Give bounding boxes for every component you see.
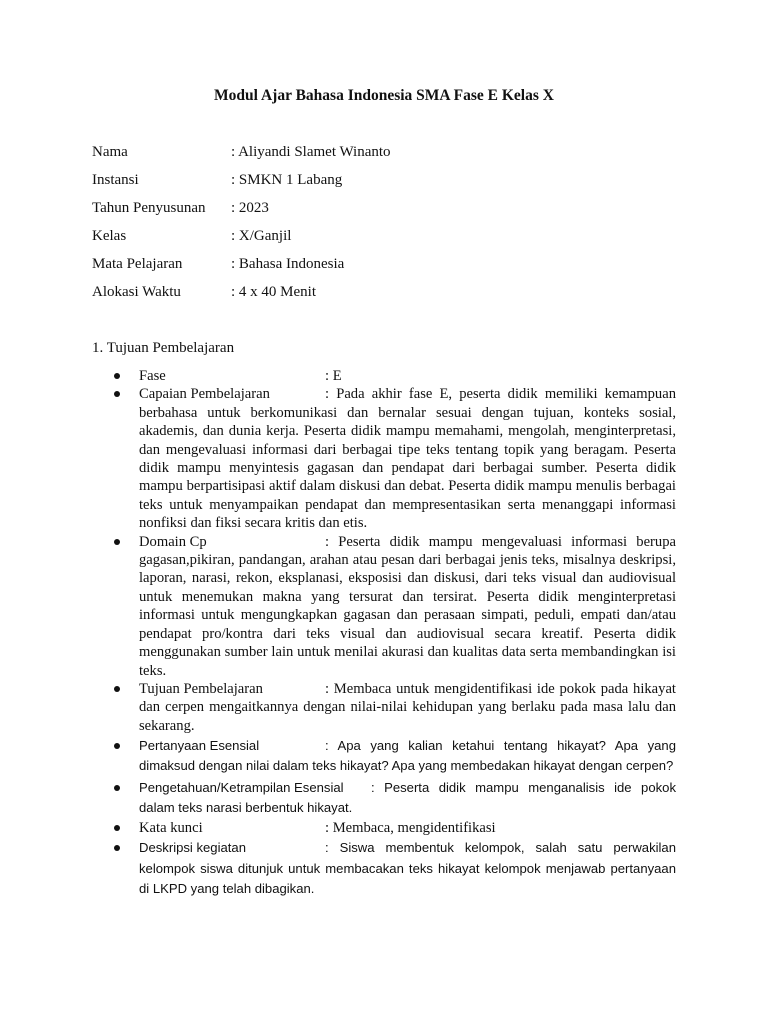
list-item-tujuan [114, 680, 676, 735]
item-label: Capaian Pembelajaran [139, 386, 270, 403]
item-value: : E [325, 368, 342, 384]
item-value: : Membaca untuk mengidentifikasi ide pokok pada hikayat dan cerpen mengaitkannya dengan nilai-nilai kehidupan yang berlaku pada masa lalu dan sekarang. [139, 680, 676, 734]
item-label: Domain Cp [139, 533, 207, 550]
identity-label: Mata Pelajaran [92, 256, 183, 272]
identity-label: Kelas [92, 228, 127, 244]
bullet-list [114, 367, 676, 900]
bullet-icon [114, 373, 120, 379]
list-item-kata-kunci [114, 819, 676, 837]
bullet-icon [114, 743, 120, 749]
bullet-icon [114, 686, 120, 692]
item-value: : Peserta didik mampu menganalisis ide pokok dalam teks narasi berbentuk hikayat. [139, 779, 676, 815]
identity-value: : SMKN 1 Labang [231, 172, 343, 188]
section-heading: 1. Tujuan Pembelajaran [92, 340, 235, 356]
item-value: : Apa yang kalian ketahui tentang hikayat? Apa yang dimaksud dengan nilai dalam teks hikayat? Apa yang membedakan hikayat dengan cerpen? [139, 738, 676, 774]
item-value: : Membaca, mengidentifikasi [325, 819, 496, 836]
item-label: Tujuan Pembelajaran [139, 680, 263, 697]
list-item-pertanyaan [114, 736, 676, 776]
identity-value: : Aliyandi Slamet Winanto [231, 144, 391, 160]
identity-label: Nama [92, 144, 128, 160]
identity-value: : 2023 [231, 200, 269, 216]
bullet-icon [114, 785, 120, 791]
item-value: : Siswa membentuk kelompok, salah satu perwakilan kelompok siswa ditunjuk untuk membacakan teks hikayat kelompok menjawab pertanyaan di LKPD yang telah dibagikan. [139, 840, 676, 896]
identity-value: : 4 x 40 Menit [231, 284, 316, 300]
bullet-icon [114, 539, 120, 545]
identity-row-alokasi [92, 281, 682, 309]
list-item-domain [114, 533, 676, 680]
identity-label: Tahun Penyusunan [92, 200, 206, 216]
item-value: : Pada akhir fase E, peserta didik memiliki kemampuan berbahasa untuk berkomunikasi dan bernalar sesuai dengan tujuan, konteks sosial, akademis, dan dunia kerja. Peserta didik mampu memahami, mengolah, menginterpretasi, dan mengevaluasi informasi dari berbagai tipe teks tentang topik yang beragam. Peserta didik mampu menyintesis gagasan dan pendapat dari berbagai sumber. Peserta didik mampu berpartisipasi aktif dalam diskusi dan debat. Peserta didik mampu menulis berbagai teks untuk menyampaikan pendapat dan mempresentasikan serta menanggapi informasi nonfiksi dan fiksi secara kritis dan etis. [139, 386, 676, 532]
list-item-capaian [114, 385, 676, 532]
item-value: : Peserta didik mampu mengevaluasi informasi berupa gagasan,pikiran, pandangan, arahan atau pesan dari berbagai jenis teks, misalnya deskripsi, laporan, narasi, rekon, eksplanasi, eksposisi dan diskusi, dari teks visual dan audiovisual untuk menemukan makna yang tersurat dan tersirat. Peserta didik menginterpretasi informasi untuk mengungkapkan gagasan dan perasaan simpati, peduli, empati dan/atau pendapat pro/kontra dari teks visual dan audiovisual secara kreatif. Peserta didik menggunakan sumber lain untuk menilai akurasi dan kualitas data serta membandingkan isi teks. [139, 533, 676, 679]
item-label: Pengetahuan/Ketrampilan Esensial [139, 779, 344, 795]
identity-value: : X/Ganjil [231, 228, 292, 244]
identity-row-kelas [92, 225, 682, 253]
list-item-deskripsi [114, 838, 676, 899]
bullet-icon [114, 825, 120, 831]
document-title: Modul Ajar Bahasa Indonesia SMA Fase E Kelas X [214, 87, 554, 104]
item-label: Fase [139, 368, 166, 384]
list-item-pengetahuan [114, 778, 676, 818]
identity-row-nama [92, 141, 682, 169]
bullet-icon [114, 845, 120, 851]
identity-row-instansi [92, 169, 682, 197]
list-item-fase [114, 367, 676, 385]
bullet-icon [114, 391, 120, 397]
identity-row-mapel [92, 253, 682, 281]
item-label: Kata kunci [139, 819, 203, 836]
identity-table [92, 141, 682, 309]
item-label: Deskripsi kegiatan [139, 840, 246, 856]
identity-label: Instansi [92, 172, 139, 188]
identity-row-tahun [92, 197, 682, 225]
item-label: Pertanyaan Esensial [139, 738, 260, 754]
identity-value: : Bahasa Indonesia [231, 256, 345, 272]
identity-label: Alokasi Waktu [92, 284, 181, 300]
